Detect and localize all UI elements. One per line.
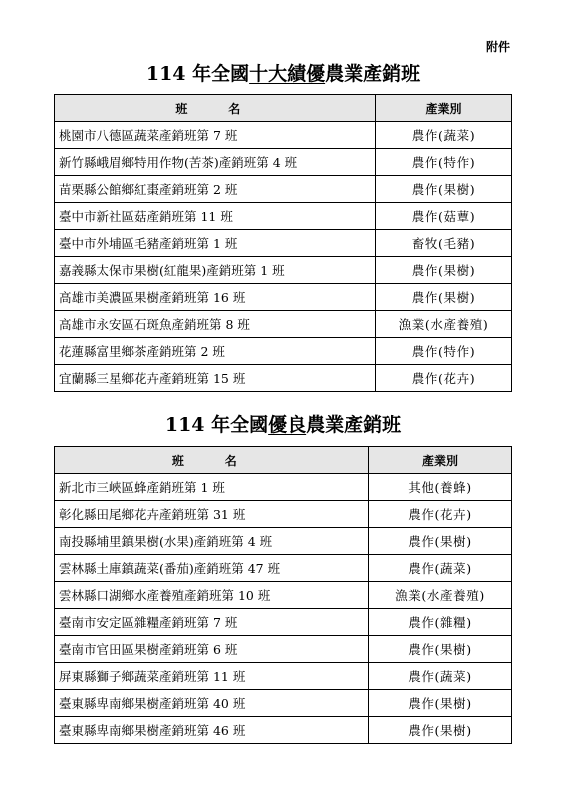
industry-cell: 農作(果樹): [376, 257, 512, 284]
class-name-cell: 苗栗縣公館鄉紅棗產銷班第 2 班: [55, 176, 376, 203]
industry-cell: 農作(果樹): [376, 176, 512, 203]
industry-cell: 農作(花卉): [376, 365, 512, 392]
table-row: [55, 203, 512, 230]
industry-cell: 農作(特作): [376, 338, 512, 365]
table-row: [55, 717, 512, 744]
class-name-cell: 彰化縣田尾鄉花卉產銷班第 31 班: [55, 501, 369, 528]
industry-cell: 農作(蔬菜): [376, 122, 512, 149]
table-row: [55, 311, 512, 338]
industry-cell: 農作(雜糧): [369, 609, 512, 636]
industry-cell: 農作(果樹): [369, 528, 512, 555]
industry-cell: 農作(蔬菜): [369, 663, 512, 690]
class-name-cell: 高雄市美濃區果樹產銷班第 16 班: [55, 284, 376, 311]
industry-cell: 畜牧(毛豬): [376, 230, 512, 257]
column-header-name: 班 名: [55, 95, 376, 122]
class-name-cell: 臺中市新社區菇產銷班第 11 班: [55, 203, 376, 230]
table-row: [55, 176, 512, 203]
class-name-cell: 南投縣埔里鎮果樹(水果)產銷班第 4 班: [55, 528, 369, 555]
section1-title-pre: 114 年全國: [145, 63, 250, 85]
table-row: [55, 474, 512, 501]
section2-title-pre: 114 年全國: [164, 414, 269, 436]
table-row: [55, 663, 512, 690]
class-name-cell: 臺東縣卑南鄉果樹產銷班第 46 班: [55, 717, 369, 744]
table-row: [55, 690, 512, 717]
table-row: [55, 501, 512, 528]
industry-cell: 農作(花卉): [369, 501, 512, 528]
table-header-row: [55, 95, 512, 122]
industry-cell: 農作(特作): [376, 149, 512, 176]
section2-title-underlined: 優良: [268, 414, 307, 436]
industry-cell: 農作(果樹): [369, 636, 512, 663]
table-row: [55, 636, 512, 663]
table-row: [55, 555, 512, 582]
class-name-cell: 臺南市安定區雜糧產銷班第 7 班: [55, 609, 369, 636]
table-row: [55, 582, 512, 609]
column-header-name: 班 名: [55, 447, 369, 474]
industry-cell: 農作(果樹): [369, 690, 512, 717]
industry-cell: 農作(果樹): [376, 284, 512, 311]
industry-cell: 漁業(水產養殖): [376, 311, 512, 338]
class-name-cell: 花蓮縣富里鄉茶產銷班第 2 班: [55, 338, 376, 365]
section2-table: [54, 446, 512, 744]
class-name-cell: 臺中市外埔區毛豬產銷班第 1 班: [55, 230, 376, 257]
class-name-cell: 新北市三峽區蜂產銷班第 1 班: [55, 474, 369, 501]
class-name-cell: 新竹縣峨眉鄉特用作物(苦茶)產銷班第 4 班: [55, 149, 376, 176]
table-row: [55, 257, 512, 284]
industry-cell: 農作(果樹): [369, 717, 512, 744]
table-row: [55, 284, 512, 311]
class-name-cell: 宜蘭縣三星鄉花卉產銷班第 15 班: [55, 365, 376, 392]
class-name-cell: 雲林縣口湖鄉水產養殖產銷班第 10 班: [55, 582, 369, 609]
table-row: [55, 528, 512, 555]
table-row: [55, 149, 512, 176]
table-row: [55, 230, 512, 257]
class-name-cell: 桃園市八德區蔬菜產銷班第 7 班: [55, 122, 376, 149]
table-header-row: [55, 447, 512, 474]
section1-title-underlined: 十大績優: [249, 63, 326, 85]
industry-cell: 其他(養蜂): [369, 474, 512, 501]
class-name-cell: 嘉義縣太保市果樹(紅龍果)產銷班第 1 班: [55, 257, 376, 284]
industry-cell: 農作(菇蕈): [376, 203, 512, 230]
class-name-cell: 臺南市官田區果樹產銷班第 6 班: [55, 636, 369, 663]
section1-table: [54, 94, 512, 392]
section2-title-post: 農業產銷班: [306, 414, 402, 436]
industry-cell: 漁業(水產養殖): [369, 582, 512, 609]
annex-label: 附件: [485, 40, 510, 54]
table-row: [55, 365, 512, 392]
industry-cell: 農作(蔬菜): [369, 555, 512, 582]
section2-title: [0, 413, 566, 437]
column-header-industry: 產業別: [369, 447, 512, 474]
class-name-cell: 高雄市永安區石斑魚產銷班第 8 班: [55, 311, 376, 338]
table-row: [55, 609, 512, 636]
table-row: [55, 338, 512, 365]
table-row: [55, 122, 512, 149]
section1-title: [0, 62, 566, 86]
class-name-cell: 臺東縣卑南鄉果樹產銷班第 40 班: [55, 690, 369, 717]
class-name-cell: 屏東縣獅子鄉蔬菜產銷班第 11 班: [55, 663, 369, 690]
class-name-cell: 雲林縣土庫鎮蔬菜(番茄)產銷班第 47 班: [55, 555, 369, 582]
column-header-industry: 產業別: [376, 95, 512, 122]
section1-title-post: 農業產銷班: [325, 63, 421, 85]
